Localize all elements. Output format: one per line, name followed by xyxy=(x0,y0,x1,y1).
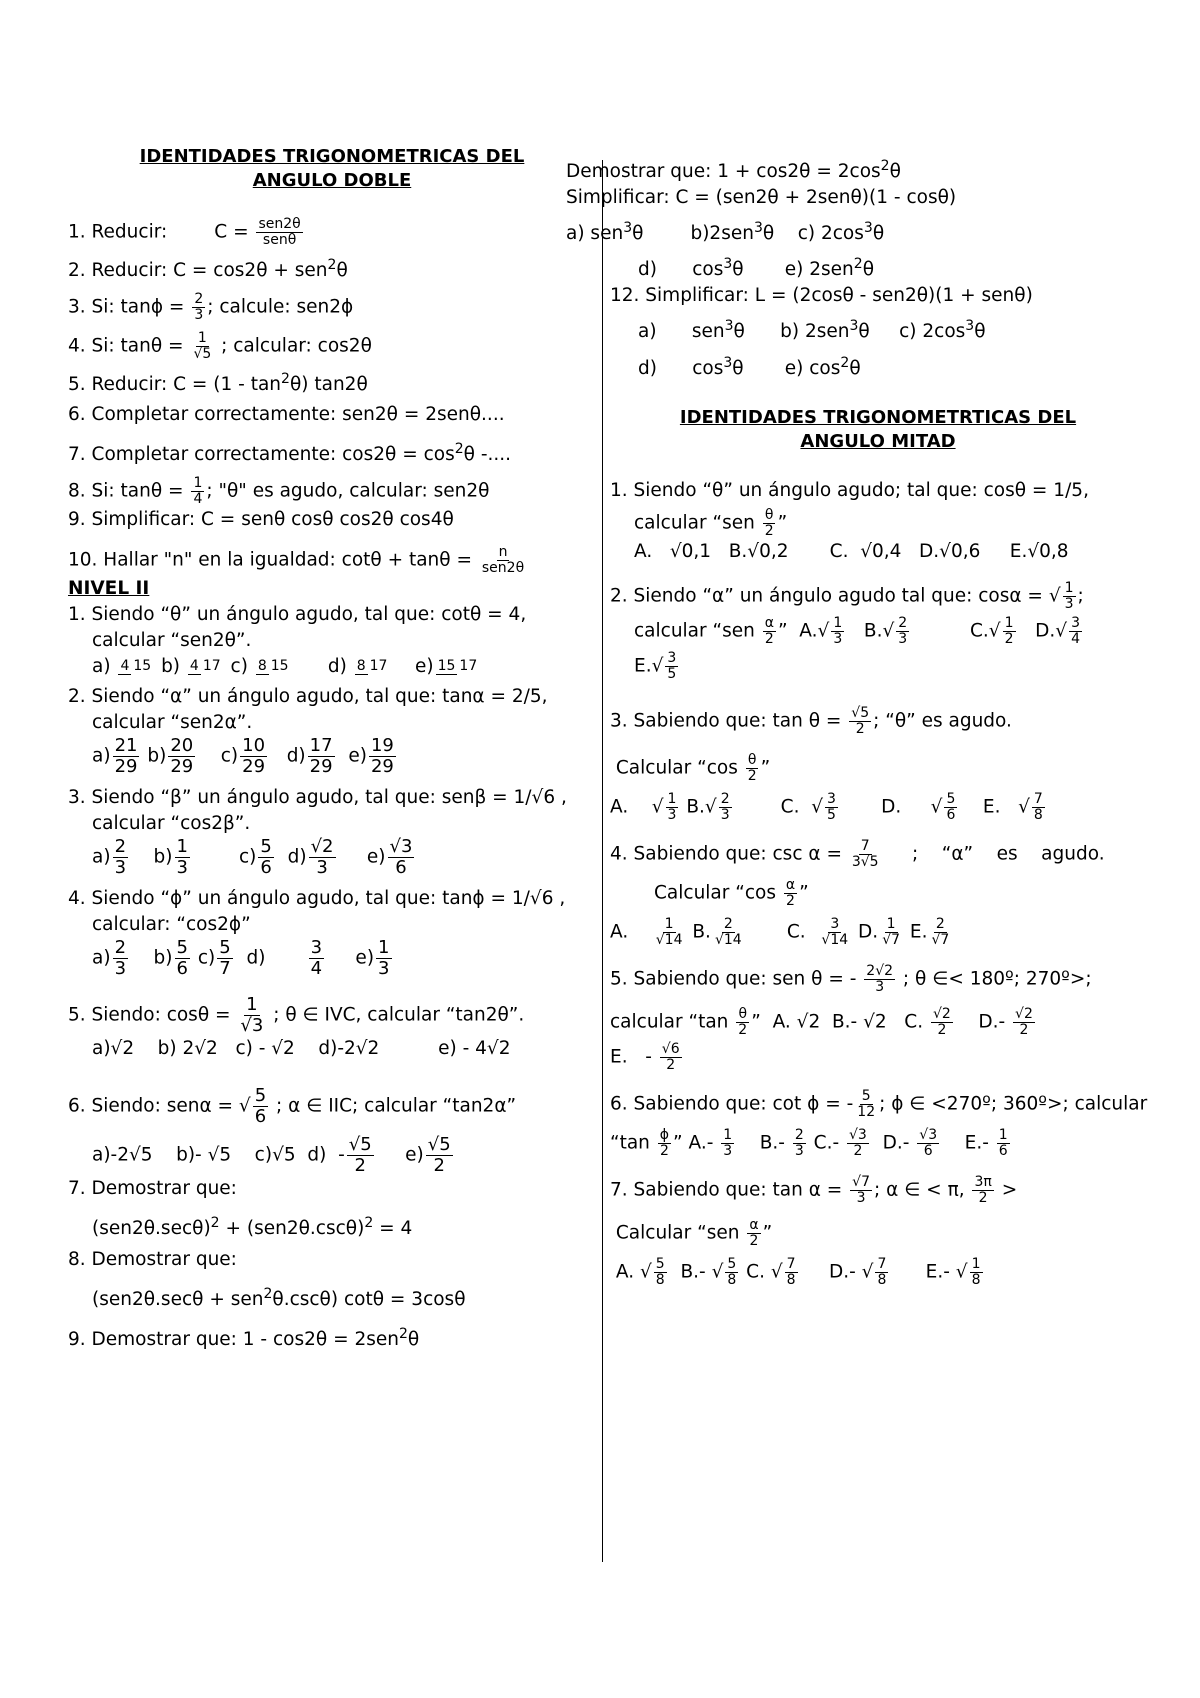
n2-problem-3: 3. Siendo “β” un ángulo agudo, tal que: senβ = 1/√6 , xyxy=(68,787,567,809)
right-problem-11: Simplificar: C = (sen2θ + 2senθ)(1 - cosθ) xyxy=(566,187,957,209)
n2-options-1: a) 4 15 b) 4 17 c) 8 15 d) 8 17 e) 15 17 xyxy=(92,656,478,678)
ha-options-3: A. √ $\frac{1}{3}$ B.√ $\frac{2}{3}$ C. √ $\frac{3}{5}$ D. √ $\frac{5}{6}$ E. √ $\frac{7}{8}$ xyxy=(610,790,1043,823)
ha-problem-2-text: 2. Siendo “α” un ángulo agudo tal que: cosα = xyxy=(610,585,1043,607)
n2-problem-8-eq: (sen2θ.secθ + sen$^2$θ.cscθ) cotθ = 3cosθ xyxy=(92,1285,466,1310)
right-problem-12: 12. Simplificar: L = (2cosθ - sen2θ)(1 + senθ) xyxy=(610,285,1033,307)
ha-options-6: “tan $\frac{\phi}{2}$ ” A.- $\frac{1}{3}$ B.- $\frac{2}{3}$ C.- $\frac{√3}{2}$ D.- $\frac{√3}{6}$ E.- $\frac{1}{6}$ xyxy=(610,1126,1008,1159)
title-line-2: ANGULO DOBLE xyxy=(252,170,412,191)
ha-problem-5: 5. Sabiendo que: sen θ = - $\frac{2√2}{3}$ ; θ ∈< 180º; 270º>; xyxy=(610,962,1092,995)
n2-options-4: a) $\frac{2}{3}$ b) $\frac{5}{6}$ c) $\frac{5}{7}$ d) $\frac{3}{4}$ e) $\frac{1}{3}$ xyxy=(92,937,390,980)
ha-problem-4: 4. Sabiendo que: csc α = $\frac{7}{3√5}$ ; “α” es agudo. xyxy=(610,837,1105,870)
n2-options-3: a) $\frac{2}{3}$ b) $\frac{1}{3}$ c) $\frac{5}{6}$ d) $\frac{√2}{3}$ e) $\frac{√3}{6}$ xyxy=(92,836,413,879)
ha-options-5e: E. - $\frac{√6}{2}$ xyxy=(610,1040,680,1073)
ha-problem-6: 6. Sabiendo que: cot ϕ = - $\frac{5}{12}$ ; ϕ ∈ <270º; 360º>; calcular xyxy=(610,1087,1148,1120)
ha-options-4: A. $\frac{1}{√14}$ B. $\frac{2}{√14}$ C. $\frac{3}{√14}$ D. $\frac{1}{√7}$ E. $\frac{2}{√7}$ xyxy=(610,915,950,948)
ha-problem-3-text: 3. Sabiendo que: tan θ = xyxy=(610,710,842,732)
n2-problem-6: 6. Siendo: senα = √ $\frac{5}{6}$ ; α ∈ IIC; calcular “tan2α” xyxy=(68,1085,517,1128)
right-problem-10: Demostrar que: $1 + \cos 2\theta = 2\cos^2\theta$ xyxy=(566,158,901,183)
ha-problem-4-text: 4. Sabiendo que: csc α = xyxy=(610,843,842,865)
ha-options-7: A. √ $\frac{5}{8}$ B.- √ $\frac{5}{8}$ C. √ $\frac{7}{8}$ D.- √ $\frac{7}{8}$ E.- √ $\frac{1}{8}$ xyxy=(610,1255,981,1288)
n2-problem-7-eq: $(sen2\theta.\sec\theta)^2 + (sen2\theta.\csc\theta)^2 = 4$ xyxy=(92,1215,413,1240)
n2-problem-5: 5. Siendo: cosθ = $\frac{1}{√3}$ ; θ ∈ IVC, calcular “tan2θ”. xyxy=(68,994,525,1037)
left-column xyxy=(68,145,596,1353)
item-9: 9. Simplificar: C = senθ cosθ cos2θ cos4θ xyxy=(68,509,454,531)
nivel-heading: NIVEL II xyxy=(68,578,150,600)
n2-problem-7: 7. Demostrar que: xyxy=(68,1178,237,1200)
item-8: 8. Si: tanθ = $\frac{1}{4}$ ; "θ" es agudo, calcular: sen2θ xyxy=(68,475,490,508)
ha-problem-1b: calcular “sen $\frac{\theta}{2}$ ” xyxy=(634,506,788,539)
section-title-double-angle xyxy=(68,145,596,193)
right-options-11b: d) $\cos^3\theta$ e) 2sen$^2$θ xyxy=(638,256,875,281)
ha-options-1: A. √0,1 B.√0,2 C. √0,4 D.√0,6 E.√0,8 xyxy=(634,540,1069,562)
n2-problem-4: 4. Siendo “ϕ” un ángulo agudo, tal que: tanϕ = 1/√6 , xyxy=(68,888,566,910)
ha-problem-7b: Calcular “sen $\frac{\alpha}{2}$ ” xyxy=(610,1216,773,1249)
ha-problem-2: 2. Siendo “α” un ángulo agudo tal que: cosα = √ $\frac{1}{3}$ ; xyxy=(610,579,1084,612)
n2-problem-9: 9. Demostrar que: 1 - cos2θ = 2sen$^2$θ xyxy=(68,1325,420,1350)
n2-problem-3b: calcular “cos2β”. xyxy=(92,813,251,835)
n2-problem-4b: calcular: “cos2ϕ” xyxy=(92,914,251,936)
n2-options-6: a)-2√5 b)- √5 c)√5 d) - $\frac{√5}{2}$ e) $\frac{√5}{2}$ xyxy=(92,1134,451,1177)
ha-problem-6-text: 6. Sabiendo que: cot ϕ = - xyxy=(610,1093,854,1115)
ha-problem-3: 3. Sabiendo que: tan θ = $\frac{√5}{2}$ ; “θ” es agudo. xyxy=(610,704,1012,737)
title-line-1: IDENTIDADES TRIGONOMETRTICAS DEL xyxy=(679,406,1077,428)
ha-problem-7-text: 7. Sabiendo que: tan α = xyxy=(610,1179,843,1201)
item-2: 2. Reducir: C = cos2θ + sen$^2$θ xyxy=(68,257,348,282)
ha-options-5: calcular “tan $\frac{\theta}{2}$ ” A. √2 B.- √2 C. $\frac{√2}{2}$ D.- $\frac{√2}{2}$ xyxy=(610,1005,1033,1038)
title-line-1: IDENTIDADES TRIGONOMETRICAS DEL xyxy=(139,146,525,167)
item-5: 5. Reducir: $C = (1 - \tan^2\theta)$ tan2θ xyxy=(68,371,368,396)
title-line-2: ANGULO MITAD xyxy=(800,430,956,452)
n2-problem-2b: calcular “sen2α”. xyxy=(92,712,253,734)
ha-problem-1: 1. Siendo “θ” un ángulo agudo; tal que: cosθ = 1/5, xyxy=(610,479,1089,501)
right-options-11a: a) sen$^3$θ b)2sen$^3$θ c) $2\cos^3\theta$ xyxy=(566,220,885,245)
item-1: 1. Reducir: C = $\frac{\text{sen2θ}}{\text{senθ}}$ xyxy=(68,216,301,248)
n2-problem-2: 2. Siendo “α” un ángulo agudo, tal que: tanα = 2/5, xyxy=(68,686,548,708)
right-column xyxy=(566,153,1146,1288)
n2-problem-1: 1. Siendo “θ” un ángulo agudo, tal que: cotθ = 4, xyxy=(68,604,527,626)
right-options-12b: d) $\cos^3\theta$ e) $\cos^2\theta$ xyxy=(638,354,861,379)
item-3: 3. Si: tanϕ = $\frac{2}{3}$ ; calcule: sen2ϕ xyxy=(68,291,354,324)
n2-options-5: a)√2 b) 2√2 c) - √2 d)-2√2 e) - 4√2 xyxy=(92,1038,511,1060)
item-6: 6. Completar correctamente: sen2θ = 2senθ.... xyxy=(68,404,505,426)
section-title-half-angle xyxy=(566,406,1146,454)
ha-problem-5-text: 5. Sabiendo que: sen θ = - xyxy=(610,968,857,990)
ha-problem-7: 7. Sabiendo que: tan α = $\frac{√7}{3}$ ; α ∈ < π, $\frac{3\pi}{2}$ > xyxy=(610,1173,1018,1206)
half-angle-problems xyxy=(566,478,1146,1288)
n2-problem-8: 8. Demostrar que: xyxy=(68,1248,237,1270)
ha-options-2e: E.√ $\frac{3}{5}$ xyxy=(634,649,677,682)
ha-options-2: calcular “sen $\frac{\alpha}{2}$ ” A.√ $\frac{1}{3}$ B.√ $\frac{2}{3}$ C.√ $\frac{1}{2}$ D.√ $\frac{3}{4}$ xyxy=(634,614,1080,647)
item-7: 7. Completar correctamente: $\cos 2\theta = \cos^2\theta$ -.... xyxy=(68,441,512,466)
n2-problem-1b: calcular “sen2θ”. xyxy=(92,630,252,652)
right-options-12a: a) sen$^3$θ b) 2sen$^3$θ c) $2\cos^3\theta$ xyxy=(638,318,986,343)
item-10: 10. Hallar "n" en la igualdad: cotθ + tanθ = $\frac{n}{\text{sen2θ}}$ xyxy=(68,544,525,577)
item-4: 4. Si: tanθ = $\frac{1}{√5}$ ; calcular: cos2θ xyxy=(68,330,372,363)
ha-problem-3b: Calcular “cos $\frac{\theta}{2}$ ” xyxy=(610,751,771,784)
ha-problem-4b: Calcular “cos $\frac{\alpha}{2}$ ” xyxy=(654,876,809,909)
n2-options-2: a) $\frac{21}{29}$ b) $\frac{20}{29}$ c) $\frac{10}{29}$ d) $\frac{17}{29}$ e) $\frac{19}{29}$ xyxy=(92,735,394,778)
